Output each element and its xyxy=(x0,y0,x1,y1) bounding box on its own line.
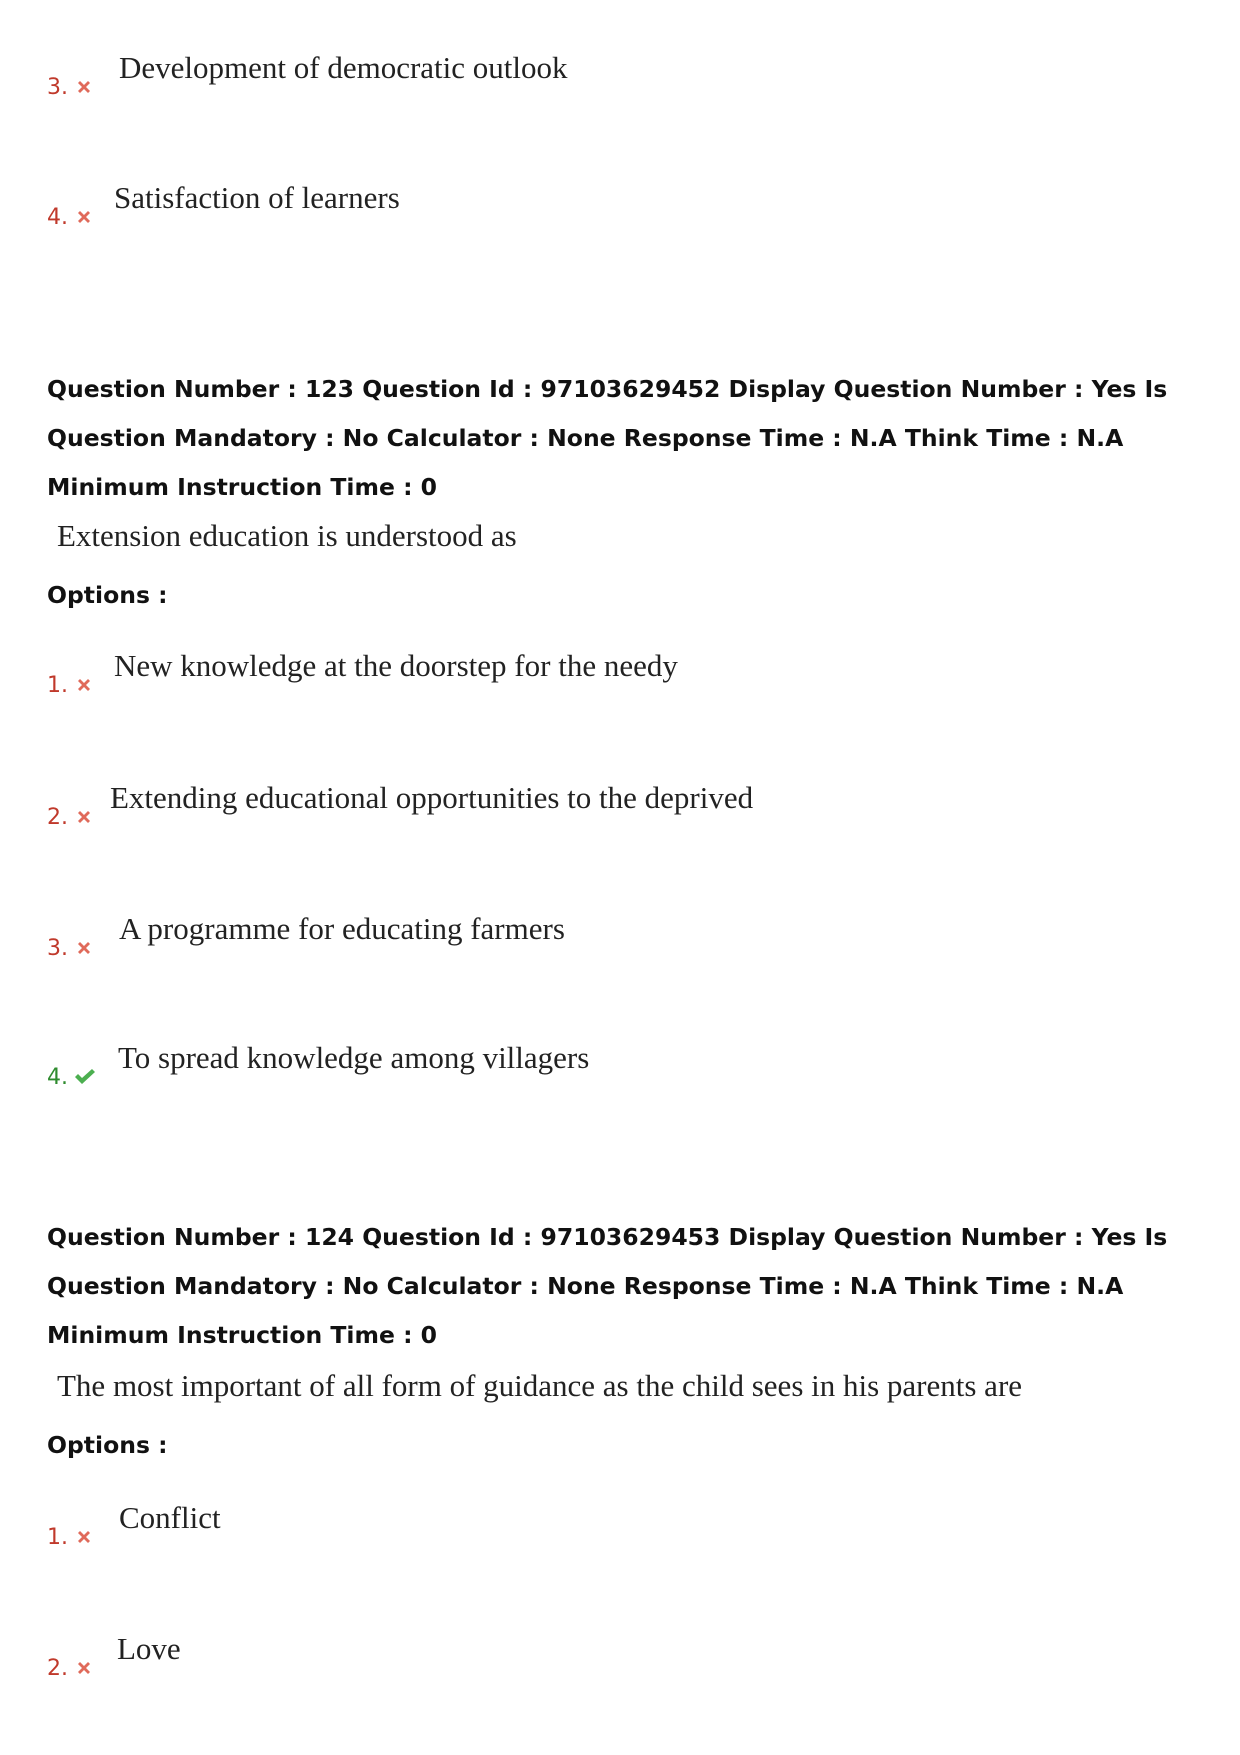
option-text: Conflict xyxy=(119,1500,221,1535)
cross-icon xyxy=(75,808,93,826)
option-number: 1. xyxy=(47,1525,68,1550)
option-number: 2. xyxy=(47,805,68,830)
option-row xyxy=(47,648,807,698)
option-row xyxy=(47,1040,807,1090)
option-row xyxy=(47,180,647,230)
check-icon xyxy=(74,1068,96,1086)
option-number: 4. xyxy=(47,1065,68,1090)
option-row xyxy=(47,911,807,961)
option-text: A programme for educating farmers xyxy=(119,911,565,946)
option-number: 4. xyxy=(47,205,68,230)
cross-icon xyxy=(75,1659,93,1677)
option-number: 3. xyxy=(47,75,68,100)
option-row xyxy=(47,50,647,100)
cross-icon xyxy=(75,208,93,226)
question-meta: Question Number : 123 Question Id : 97103629452 Display Question Number : Yes Is Question Mandatory : No Calculator : None Response Time : N.A Think Time : N.A Minimum Instruction Time : 0 xyxy=(47,375,1168,501)
option-number: 3. xyxy=(47,936,68,961)
option-text: To spread knowledge among villagers xyxy=(118,1040,590,1075)
question-text: The most important of all form of guidance as the child sees in his parents are xyxy=(57,1368,1023,1403)
question-meta: Question Number : 124 Question Id : 97103629453 Display Question Number : Yes Is Question Mandatory : No Calculator : None Response Time : N.A Think Time : N.A Minimum Instruction Time : 0 xyxy=(47,1223,1168,1349)
cross-icon xyxy=(75,78,93,96)
cross-icon xyxy=(75,676,93,694)
option-number: 2. xyxy=(47,1656,68,1681)
question-text: Extension education is understood as xyxy=(57,518,517,553)
options-label: Options : xyxy=(47,1431,168,1459)
option-text: Development of democratic outlook xyxy=(119,50,568,85)
options-label: Options : xyxy=(47,581,168,609)
cross-icon xyxy=(75,939,93,957)
option-number: 1. xyxy=(47,673,68,698)
option-text: New knowledge at the doorstep for the needy xyxy=(114,648,678,683)
option-text: Love xyxy=(117,1631,181,1666)
option-text: Satisfaction of learners xyxy=(114,180,400,215)
cross-icon xyxy=(75,1528,93,1546)
option-row xyxy=(47,780,807,830)
option-row xyxy=(47,1631,647,1681)
option-text: Extending educational opportunities to the deprived xyxy=(110,780,754,815)
option-row xyxy=(47,1500,647,1550)
